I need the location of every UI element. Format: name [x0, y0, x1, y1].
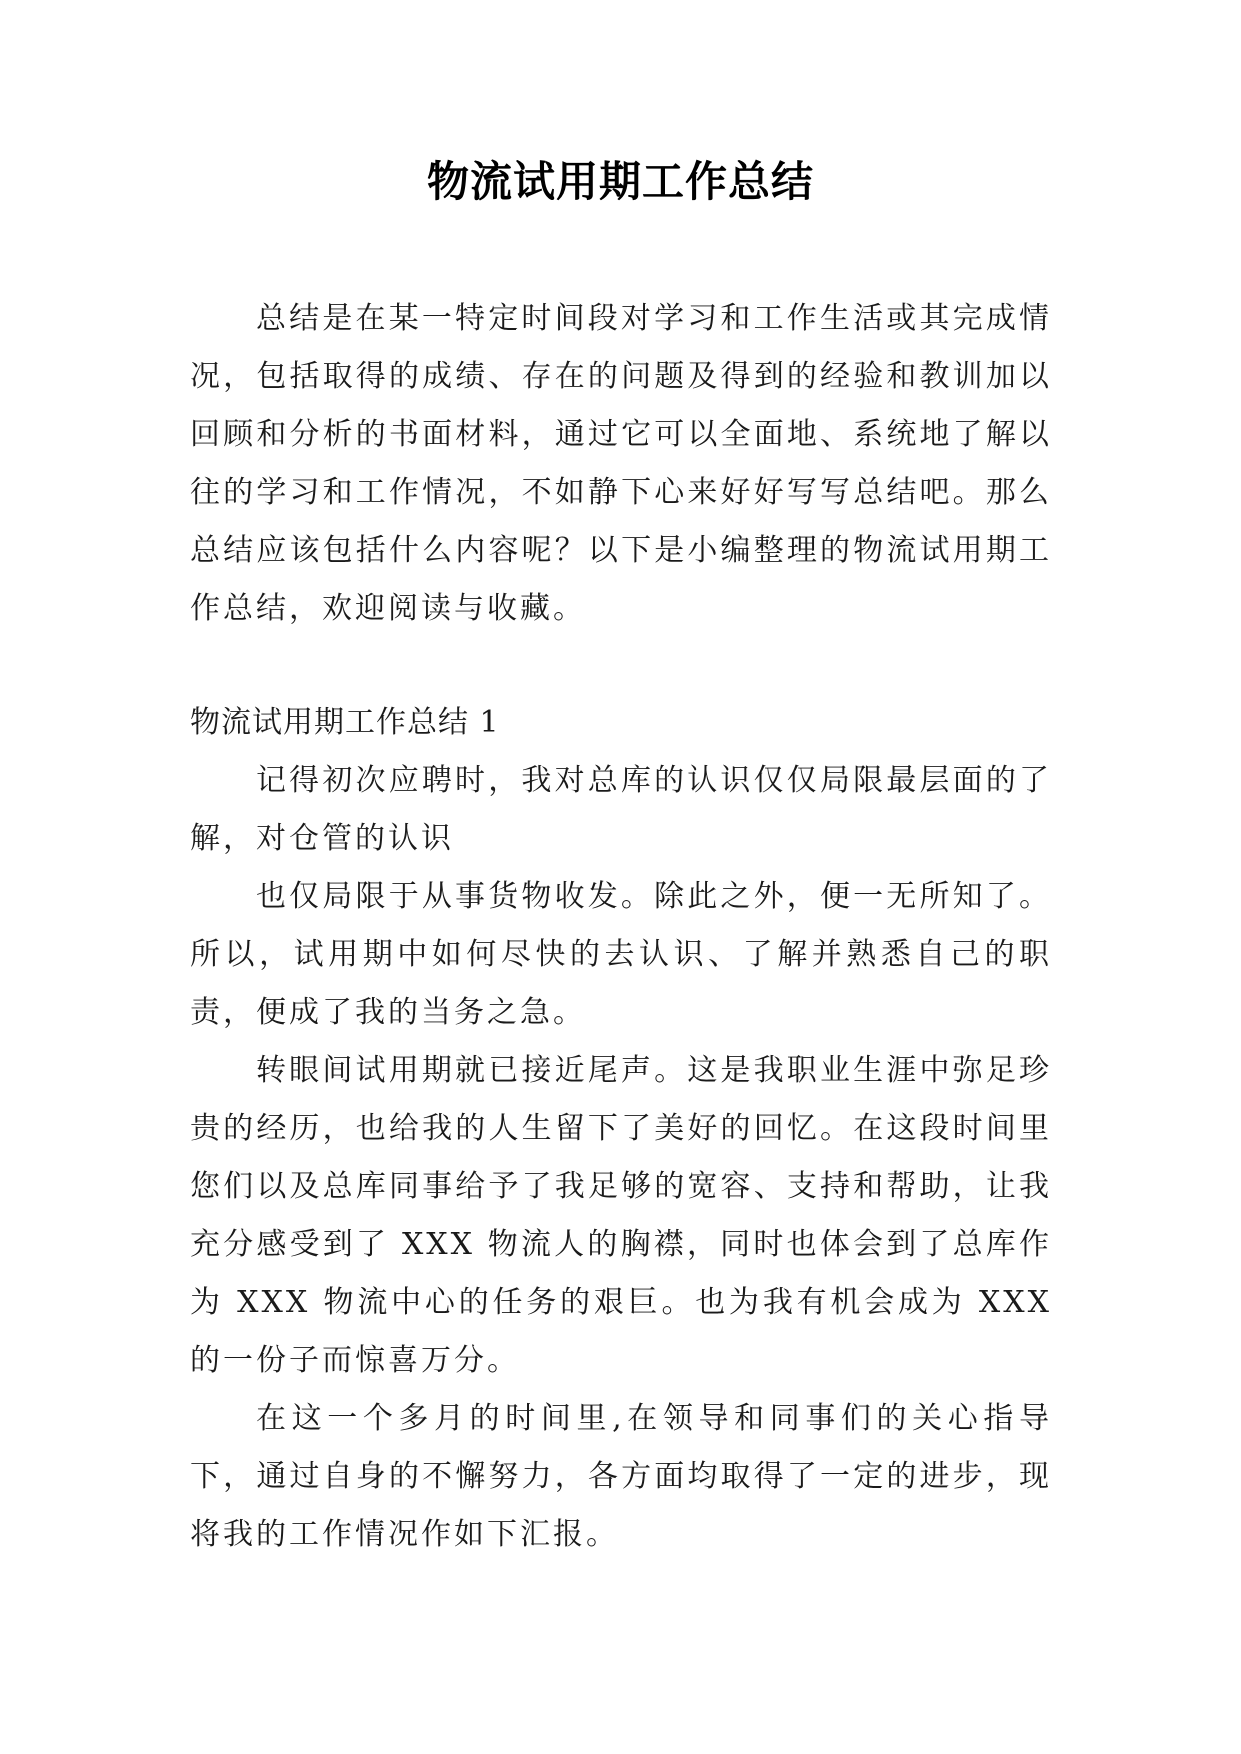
body-paragraph-2: 也仅局限于从事货物收发。除此之外，便一无所知了。所以，试用期中如何尽快的去认识、了解并熟悉自己的职责，便成了我的当务之急。 — [190, 879, 1052, 1030]
body-paragraph-1: 记得初次应聘时，我对总库的认识仅仅局限最层面的了解，对仓管的认识 — [190, 763, 1052, 856]
intro-paragraph: 总结是在某一特定时间段对学习和工作生活或其完成情况，包括取得的成绩、存在的问题及得到的经验和教训加以回顾和分析的书面材料，通过它可以全面地、系统地了解以往的学习和工作情况，不如静下心来好好写写总结吧。那么总结应该包括什么内容呢？以下是小编整理的物流试用期工作总结，欢迎阅读与收藏。 — [190, 301, 1052, 626]
document-body — [190, 290, 1052, 1564]
section-heading: 物流试用期工作总结 1 — [190, 705, 500, 740]
page-title: 物流试用期工作总结 — [426, 157, 814, 206]
body-paragraph-3: 转眼间试用期就已接近尾声。这是我职业生涯中弥足珍贵的经历，也给我的人生留下了美好的回忆。在这段时间里您们以及总库同事给予了我足够的宽容、支持和帮助，让我充分感受到了 XXX 物流人的胸襟，同时也体会到了总库作为 XXX 物流中心的任务的艰巨。也为我有机会成为 XXX 的一份子而惊喜万分。 — [190, 1053, 1052, 1378]
body-paragraph-4: 在这一个多月的时间里,在领导和同事们的关心指导下，通过自身的不懈努力，各方面均取得了一定的进步，现将我的工作情况作如下汇报。 — [190, 1401, 1052, 1552]
